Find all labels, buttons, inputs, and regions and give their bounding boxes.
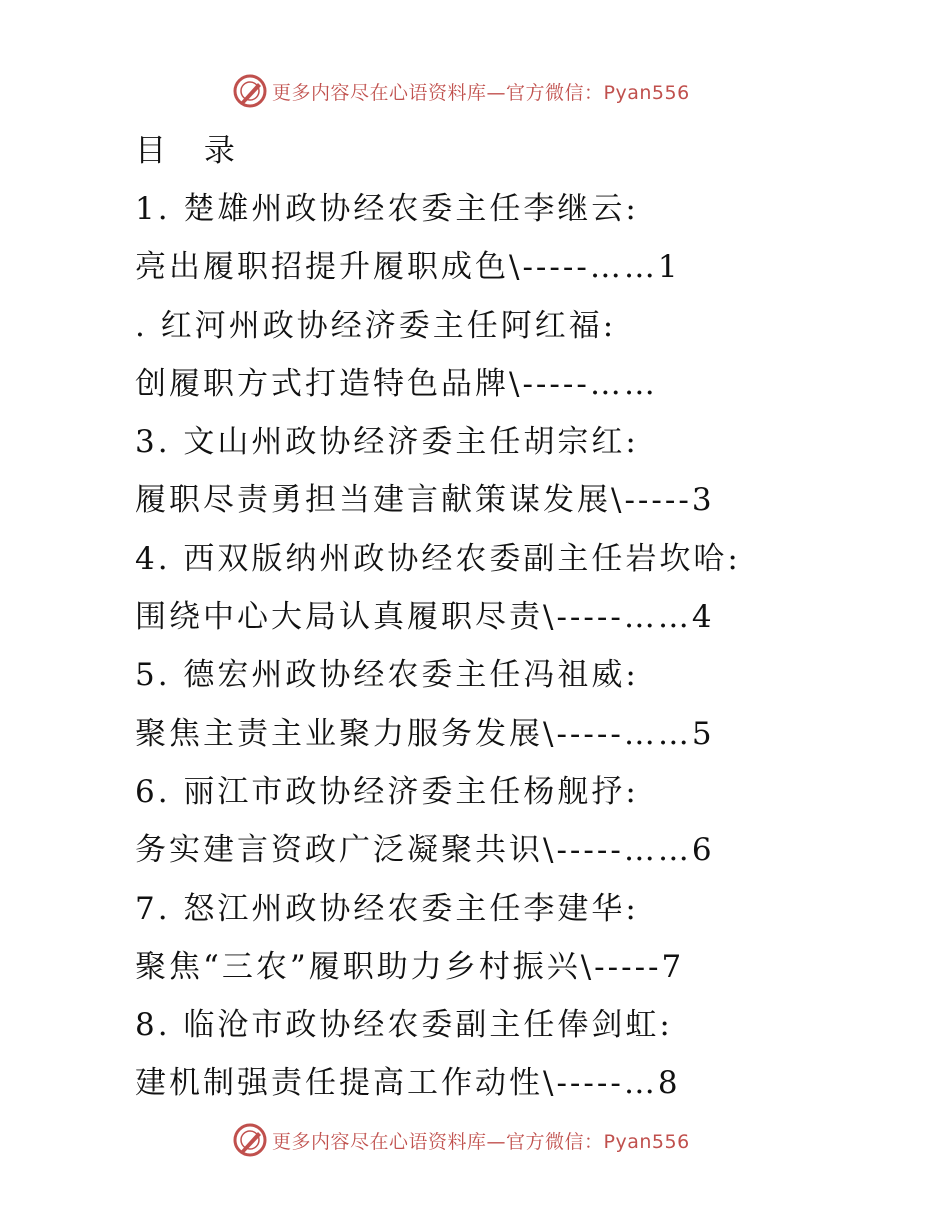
toc-entry-heading: 7. 怒江州政协经农委主任李建华: <box>135 890 639 927</box>
pen-logo-icon <box>232 73 268 109</box>
toc-entry-heading: 3. 文山州政协经济委主任胡宗红: <box>135 424 639 461</box>
toc-entry-subtitle: 围绕中心大局认真履职尽责\-----……4 <box>135 599 715 636</box>
watermark-text: 更多内容尽在心语资料库—官方微信：Pyan556 <box>272 1130 690 1153</box>
toc-entry-subtitle: 建机制强责任提高工作动性\-----…8 <box>135 1065 681 1102</box>
toc-entry-heading: 1. 楚雄州政协经农委主任李继云: <box>135 191 639 227</box>
toc-entry-subtitle: 亮出履职招提升履职成色\-----……1 <box>135 249 681 286</box>
toc-entry-heading: 8. 临沧市政协经农委副主任俸剑虹: <box>135 1007 673 1044</box>
pen-logo-icon <box>232 1122 268 1158</box>
watermark-footer <box>232 1120 690 1160</box>
toc-entry-subtitle: 履职尽责勇担当建言献策谋发展\-----3 <box>135 482 715 519</box>
toc-entry-subtitle: 创履职方式打造特色品牌\-----…… <box>135 365 658 402</box>
toc-title: 目 录 <box>135 133 249 169</box>
toc-entry-heading: 6. 丽江市政协经济委主任杨舰抒: <box>135 773 639 810</box>
toc-entry-subtitle: 聚焦主责主业聚力服务发展\-----……5 <box>135 715 715 752</box>
toc-entry-heading: 4. 西双版纳州政协经农委副主任岩坎哈: <box>135 540 741 577</box>
table-of-contents <box>135 122 915 1113</box>
toc-entry-heading: . 红河州政协经济委主任阿红福: <box>135 307 617 344</box>
watermark-header <box>232 71 690 111</box>
toc-entry-subtitle: 务实建言资政广泛凝聚共识\-----……6 <box>135 832 715 869</box>
watermark-text: 更多内容尽在心语资料库—官方微信：Pyan556 <box>272 81 690 104</box>
toc-entry-subtitle: 聚焦“三农”履职助力乡村振兴\-----7 <box>135 948 685 985</box>
toc-entry-heading: 5. 德宏州政协经农委主任冯祖威: <box>135 657 639 694</box>
